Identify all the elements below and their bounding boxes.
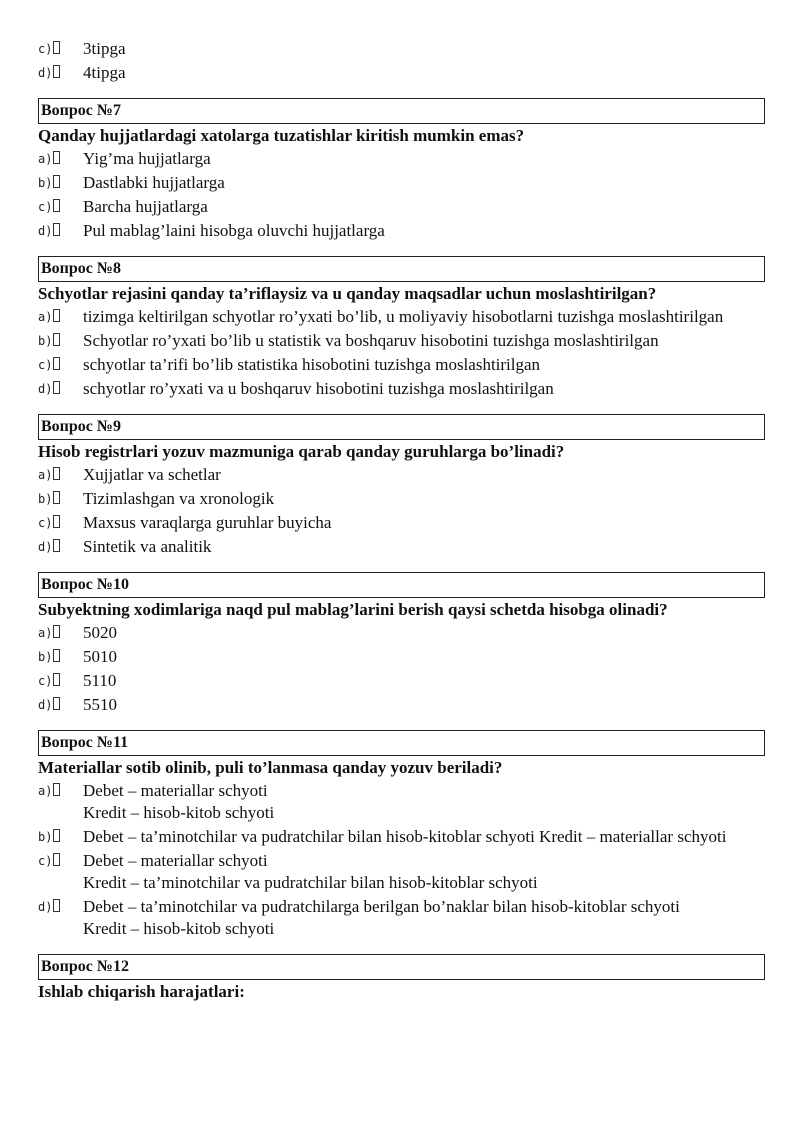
answer-list	[38, 306, 765, 400]
answer-text	[83, 378, 765, 400]
question-header: Вопрос №9	[38, 414, 765, 440]
leading-answer-list	[38, 38, 765, 84]
answer-letter: d)	[38, 66, 53, 80]
answer-letter: d)	[38, 698, 53, 712]
answer-option	[38, 220, 765, 242]
missing-glyph-box-icon	[53, 783, 60, 796]
answer-letter: a)	[38, 152, 53, 166]
answer-text	[83, 536, 765, 558]
answer-text	[83, 646, 765, 668]
answer-marker	[38, 65, 60, 81]
answer-text	[83, 148, 765, 170]
answer-letter: b)	[38, 492, 53, 506]
answer-line: 5110	[83, 671, 117, 690]
answer-marker	[38, 467, 60, 483]
question-list	[38, 98, 765, 1003]
missing-glyph-box-icon	[53, 151, 60, 164]
answer-option	[38, 306, 765, 328]
answer-text	[83, 464, 765, 486]
question-text: Qanday hujjatlardagi xatolarga tuzatishlar kiritish mumkin emas?	[38, 126, 525, 145]
missing-glyph-box-icon	[53, 539, 60, 552]
answer-line: Dastlabki hujjatlarga	[83, 173, 225, 192]
answer-letter: c)	[38, 516, 53, 530]
answer-letter: a)	[38, 468, 53, 482]
question-header: Вопрос №8	[38, 256, 765, 282]
answer-letter: a)	[38, 626, 53, 640]
answer-letter: b)	[38, 830, 53, 844]
answer-line: Sintetik va analitik	[83, 537, 212, 556]
answer-text	[83, 826, 765, 848]
answer-text	[83, 694, 765, 716]
answer-option	[38, 896, 765, 940]
answer-list	[38, 780, 765, 940]
answer-option	[38, 464, 765, 486]
answer-letter: a)	[38, 784, 53, 798]
answer-line: schyotlar ta’rifi bo’lib statistika hisobotini tuzishga moslashtirilgan	[83, 355, 541, 374]
missing-glyph-box-icon	[53, 65, 60, 78]
answer-option	[38, 330, 765, 352]
answer-letter: b)	[38, 334, 53, 348]
answer-line: Barcha hujjatlarga	[83, 197, 208, 216]
answer-marker	[38, 853, 60, 869]
answer-text	[83, 172, 765, 194]
answer-line: schyotlar ro’yxati va u boshqaruv hisobotini tuzishga moslashtirilgan	[83, 379, 554, 398]
missing-glyph-box-icon	[53, 175, 60, 188]
answer-marker	[38, 357, 60, 373]
answer-option	[38, 378, 765, 400]
answer-line: Yig’ma hujjatlarga	[83, 149, 211, 168]
answer-line: Kredit – hisob-kitob schyoti	[83, 803, 275, 822]
answer-marker	[38, 223, 60, 239]
answer-line: Debet – ta’minotchilar va pudratchilar bilan hisob-kitoblar schyoti Kredit – materiallar schyoti	[83, 827, 727, 846]
answer-letter: b)	[38, 650, 53, 664]
answer-line: 3tipga	[83, 39, 126, 58]
answer-marker	[38, 649, 60, 665]
missing-glyph-box-icon	[53, 491, 60, 504]
answer-option	[38, 646, 765, 668]
answer-line: Schyotlar ro’yxati bo’lib u statistik va boshqaruv hisobotini tuzishga moslashtirilgan	[83, 331, 659, 350]
answer-text	[83, 670, 765, 692]
answer-text	[83, 488, 765, 510]
answer-letter: d)	[38, 540, 53, 554]
answer-letter: d)	[38, 900, 53, 914]
question-block	[38, 98, 765, 242]
answer-marker	[38, 673, 60, 689]
answer-marker	[38, 783, 60, 799]
answer-line: Kredit – hisob-kitob schyoti	[83, 919, 275, 938]
answer-line: Pul mablag’laini hisobga oluvchi hujjatlarga	[83, 221, 385, 240]
missing-glyph-box-icon	[53, 899, 60, 912]
missing-glyph-box-icon	[53, 199, 60, 212]
answer-line: Maxsus varaqlarga guruhlar buyicha	[83, 513, 332, 532]
answer-line: 5010	[83, 647, 117, 666]
answer-text	[83, 306, 765, 328]
answer-marker	[38, 333, 60, 349]
answer-letter: c)	[38, 42, 53, 56]
missing-glyph-box-icon	[53, 673, 60, 686]
missing-glyph-box-icon	[53, 309, 60, 322]
answer-marker	[38, 381, 60, 397]
answer-letter: b)	[38, 176, 53, 190]
question-block	[38, 954, 765, 1003]
answer-marker	[38, 899, 60, 915]
answer-option	[38, 488, 765, 510]
answer-marker	[38, 515, 60, 531]
answer-line: 5510	[83, 695, 117, 714]
missing-glyph-box-icon	[53, 41, 60, 54]
missing-glyph-box-icon	[53, 515, 60, 528]
missing-glyph-box-icon	[53, 357, 60, 370]
answer-text	[83, 512, 765, 534]
answer-list	[38, 622, 765, 716]
answer-letter: c)	[38, 674, 53, 688]
answer-option	[38, 670, 765, 692]
answer-option	[38, 148, 765, 170]
answer-list	[38, 148, 765, 242]
answer-letter: d)	[38, 382, 53, 396]
answer-marker	[38, 539, 60, 555]
question-text: Hisob registrlari yozuv mazmuniga qarab qanday guruhlarga bo’linadi?	[38, 442, 565, 461]
answer-marker	[38, 151, 60, 167]
answer-line: Kredit – ta’minotchilar va pudratchilar bilan hisob-kitoblar schyoti	[83, 873, 538, 892]
answer-marker	[38, 697, 60, 713]
question-block	[38, 414, 765, 558]
answer-text	[83, 354, 765, 376]
answer-line: Debet – materiallar schyoti	[83, 851, 268, 870]
answer-marker	[38, 491, 60, 507]
question-header: Вопрос №10	[38, 572, 765, 598]
answer-option	[38, 62, 765, 84]
answer-line: tizimga keltirilgan schyotlar ro’yxati bo’lib, u moliyaviy hisobotlarni tuzishga moslashtirilgan	[83, 307, 724, 326]
answer-option	[38, 694, 765, 716]
answer-text	[83, 330, 765, 352]
question-block	[38, 730, 765, 940]
answer-letter: c)	[38, 200, 53, 214]
answer-text	[83, 780, 765, 824]
missing-glyph-box-icon	[53, 649, 60, 662]
answer-option	[38, 826, 765, 848]
answer-marker	[38, 175, 60, 191]
missing-glyph-box-icon	[53, 829, 60, 842]
answer-marker	[38, 199, 60, 215]
answer-option	[38, 354, 765, 376]
question-header: Вопрос №11	[38, 730, 765, 756]
question-block	[38, 256, 765, 400]
answer-option	[38, 196, 765, 218]
missing-glyph-box-icon	[53, 625, 60, 638]
question-text: Subyektning xodimlariga naqd pul mablag’larini berish qaysi schetda hisobga olinadi?	[38, 600, 668, 619]
missing-glyph-box-icon	[53, 467, 60, 480]
answer-text	[83, 196, 765, 218]
answer-text	[83, 850, 765, 894]
answer-text	[83, 220, 765, 242]
missing-glyph-box-icon	[53, 381, 60, 394]
document-page	[38, 38, 765, 1004]
question-text: Ishlab chiqarish harajatlari:	[38, 982, 245, 1001]
question-block	[38, 572, 765, 716]
question-header: Вопрос №12	[38, 954, 765, 980]
answer-marker	[38, 625, 60, 641]
answer-line: Debet – ta’minotchilar va pudratchilarga berilgan bo’naklar bilan hisob-kitoblar schyoti	[83, 897, 680, 916]
question-header: Вопрос №7	[38, 98, 765, 124]
missing-glyph-box-icon	[53, 333, 60, 346]
question-text: Materiallar sotib olinib, puli to’lanmasa qanday yozuv beriladi?	[38, 758, 503, 777]
answer-line: Xujjatlar va schetlar	[83, 465, 221, 484]
answer-list	[38, 464, 765, 558]
answer-text	[83, 622, 765, 644]
missing-glyph-box-icon	[53, 697, 60, 710]
answer-text	[83, 38, 765, 60]
answer-letter: d)	[38, 224, 53, 238]
answer-line: Tizimlashgan va xronologik	[83, 489, 275, 508]
question-text: Schyotlar rejasini qanday ta’riflaysiz va u qanday maqsadlar uchun moslashtirilgan?	[38, 284, 657, 303]
answer-letter: c)	[38, 358, 53, 372]
answer-option	[38, 172, 765, 194]
answer-marker	[38, 309, 60, 325]
answer-line: Debet – materiallar schyoti	[83, 781, 268, 800]
answer-marker	[38, 829, 60, 845]
answer-option	[38, 38, 765, 60]
answer-letter: a)	[38, 310, 53, 324]
missing-glyph-box-icon	[53, 853, 60, 866]
answer-option	[38, 536, 765, 558]
answer-text	[83, 896, 765, 940]
answer-option	[38, 780, 765, 824]
answer-line: 5020	[83, 623, 117, 642]
answer-text	[83, 62, 765, 84]
answer-option	[38, 850, 765, 894]
answer-option	[38, 622, 765, 644]
answer-letter: c)	[38, 854, 53, 868]
missing-glyph-box-icon	[53, 223, 60, 236]
answer-line: 4tipga	[83, 63, 126, 82]
answer-marker	[38, 41, 60, 57]
answer-option	[38, 512, 765, 534]
